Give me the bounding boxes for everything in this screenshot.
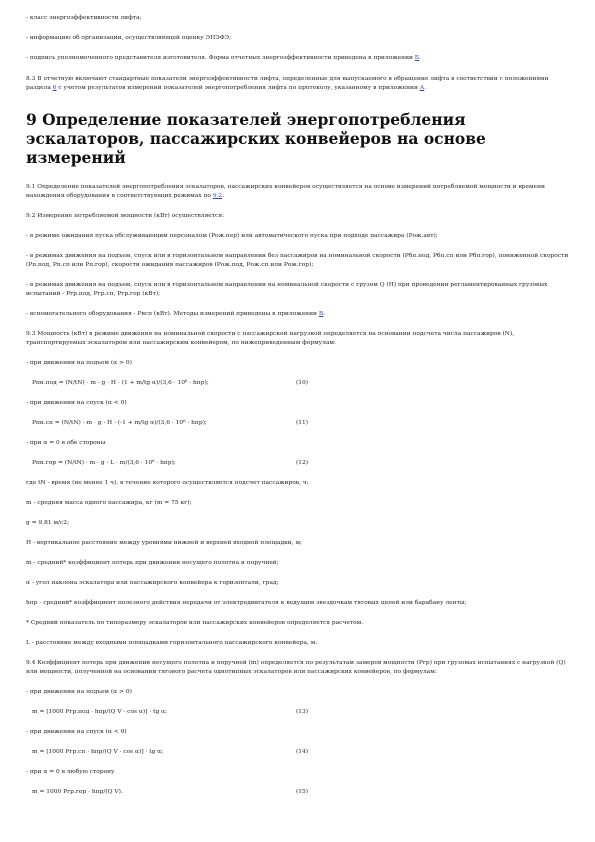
formula-12: Рпн.гор = (N/tN) · m · g · L · m/(3,6 · 10⁶ · hпр); (12) xyxy=(32,460,309,466)
link-section-6[interactable]: 6 xyxy=(52,85,57,91)
link-9-2[interactable]: 9.2 xyxy=(212,193,223,199)
where-tn: где tN - время (не менее 1 ч), в течение которого осуществляется подсчет пассажиров, ч; xyxy=(26,480,309,486)
case-any-direction: - при α = 0 в любую сторону xyxy=(26,769,115,775)
paragraph-9-1: 9.1 Определение показателей энергопотребления эскалаторов, пассажирских конвейеров осуществляется на основе измерений потребляемой мощности и времени нахождения оборудования в соответствующих режимах по 9.2. xyxy=(26,184,545,199)
link-appendix-a[interactable]: А xyxy=(419,85,425,91)
case-horizontal: - при α = 0 в обе стороны xyxy=(26,440,106,446)
where-efficiency: hпр - средний* коэффициент полезного действия передачи от электродвигателя к ведущим звездочкам тяговых цепей или барабану ленты; xyxy=(26,600,467,606)
bullet-auxiliary: - вспомогательного оборудования - Рвсп (кВт). Методы измерений приведены в приложении В. xyxy=(26,311,326,317)
paragraph-9-2: 9.2 Измерение потребляемой мощности (кВт) осуществляется: xyxy=(26,213,225,219)
paragraph-9-3: 9.3 Мощность (кВт) в режиме движения на номинальной скорости с пассажирской нагрузкой определяется на основании подсчета числа пассажиров (N), транспортируемых эскалатором или пассажирским конвейером, по нижеприведенным формулам: xyxy=(26,331,515,346)
bullet-no-load-modes: - в режимах движения на подъем, спуск или в горизонтальном направлении без пассажиров на номинальной скорости (Рбп.под, Рбп.сп или Рбп.гор), пониженной скорости (Рп.под, Рп.сп или Рп.гор), скорости ожидания пассажиров (Рож.под, Рож.сп или Рож.гор); xyxy=(26,253,569,268)
bullet-load-tests: - в режимах движения на подъем, спуск или в горизонтальном направлении на номинальной скорости с грузом Q (Н) при проведении регламентированных грузовых испытаний - Ргр.под, Ргр.сп, Ргр.гор (кВт); xyxy=(26,282,548,297)
case-descent-2: - при движении на спуск (α < 0) xyxy=(26,729,127,735)
formula-11: Рпн.сп = (N/tN) · m · g · H · (-1 + m/tg α)/(3,6 · 10⁶ · hпр); (11) xyxy=(32,420,309,426)
case-ascent: - при движении на подъем (α > 0) xyxy=(26,360,132,366)
paragraph-8-3: 8.3 В отчетную включают стандартные показатели энергоэффективности лифта, определенные для выпускаемого в обращение лифта в соответствии с положениями раздела 6 с учетом результатов измерений показателей энергопотребления лифта по протоколу, указанному в приложении А. xyxy=(26,76,549,91)
formula-14: m = [1000 Ргр.сп · hпр/(Q V · cos α)] · tg α; (14) xyxy=(32,749,309,755)
where-height: H - вертикальное расстояние между уровнями нижней и верхней входной площадки, м; xyxy=(26,540,303,546)
link-appendix-b[interactable]: Б xyxy=(414,55,420,61)
case-ascent-2: - при движении на подъем (α > 0) xyxy=(26,689,132,695)
where-mass: m - средняя масса одного пассажира, кг (m = 75 кг); xyxy=(26,500,192,506)
line-organization-info: - информацию об организации, осуществляющей оценку ЭПЭФЭ; xyxy=(26,35,232,41)
link-appendix-v[interactable]: В xyxy=(318,311,324,317)
where-length: L - расстояние между входными площадками горизонтального пассажирского конвейера, м. xyxy=(26,640,318,646)
formula-15: m = 1000 Ргр.гор · hпр/(Q V). (15) xyxy=(32,789,309,795)
formula-number-11: (11) xyxy=(296,420,309,426)
section-heading: 9 Определение показателей энергопотребления эскалаторов, пассажирских конвейеров на основе измерений xyxy=(26,110,486,167)
formula-number-13: (13) xyxy=(296,709,309,715)
where-angle: α - угол наклона эскалатора или пассажирского конвейера к горизонтали, град; xyxy=(26,580,279,586)
line-signature: - подпись уполномоченного представителя изготовителя. Форма отчетных энергоэффективности приведена в приложении Б. xyxy=(26,55,422,61)
formula-number-12: (12) xyxy=(296,460,309,466)
case-descent: - при движении на спуск (α < 0) xyxy=(26,400,127,406)
formula-number-15: (15) xyxy=(296,789,309,795)
paragraph-9-4: 9.4 Коэффициент потерь при движении несущего полотна и поручней (m) определяется по результатам замеров мощности (Ргр) при грузовых испытаниях с нагрузкой (Q) или мощности, полученной на основании тягового расчета однотипных эскалаторов или пассажирских конвейеров, по формулам: xyxy=(26,660,566,675)
footnote-average: * Средний показатель по типоразмеру эскалаторов или пассажирских конвейеров определяется расчетом. xyxy=(26,620,364,626)
line-energy-class: - класс энергоэффективности лифта; xyxy=(26,15,142,21)
bullet-standby: - в режиме ожидания пуска обслуживающим персоналом (Рож.пер) или автоматического пуска при подходе пассажира (Рож.авт); xyxy=(26,233,438,239)
formula-number-14: (14) xyxy=(296,749,309,755)
where-loss-coefficient: m - средний* коэффициент потерь при движении несущего полотна и поручней; xyxy=(26,560,279,566)
where-g: g = 9,81 м/с2; xyxy=(26,520,70,526)
formula-13: m = [1000 Ргр.под · hпр/(Q V · cos α)] · tg α; (13) xyxy=(32,709,309,715)
formula-number-10: (10) xyxy=(296,380,309,386)
formula-10: Рпн.под = (N/tN) · m · g · H · (1 + m/tg α)/(3,6 · 10⁶ · hпр); (10) xyxy=(32,380,309,386)
